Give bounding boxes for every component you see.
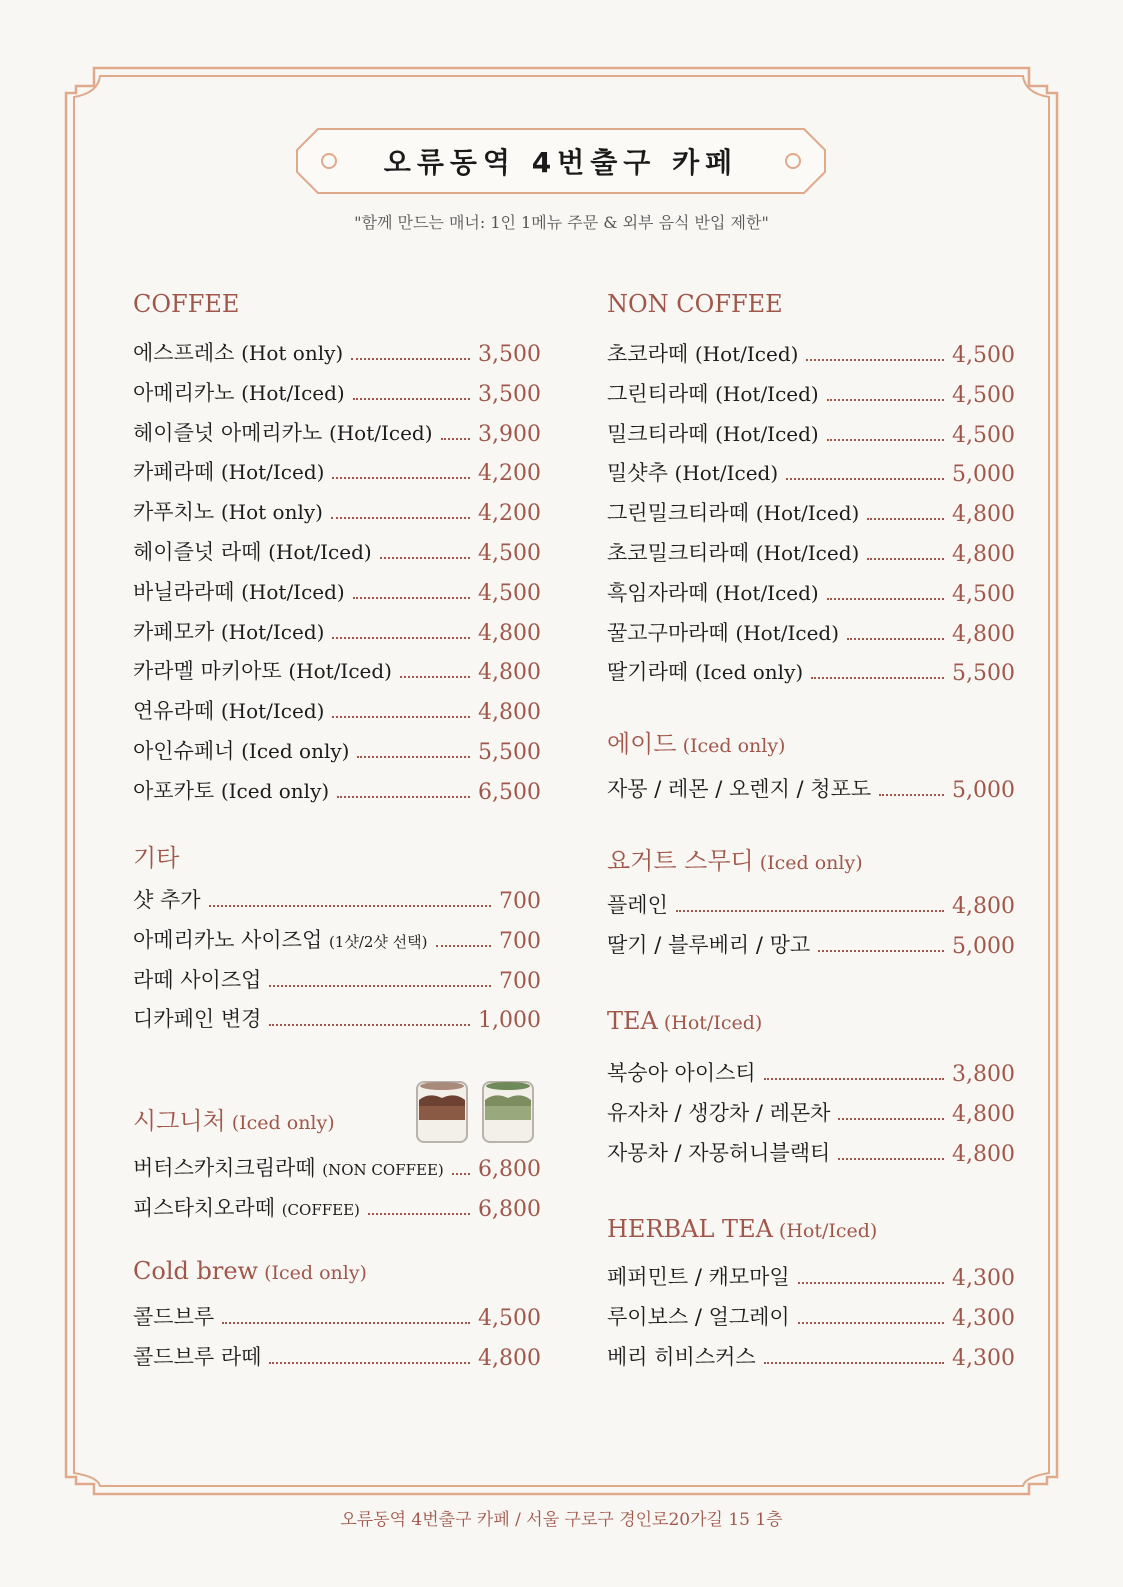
dot-leader — [351, 358, 470, 360]
item-option-text: (Hot/Iced) — [328, 420, 433, 445]
dot-leader — [798, 1282, 944, 1284]
dot-leader — [764, 1078, 944, 1080]
dot-leader — [827, 439, 944, 441]
menu-item — [133, 884, 541, 914]
menu-item-price: 4,200 — [478, 461, 541, 487]
item-name-text: 카라멜 마키아또 — [133, 659, 282, 684]
item-option-text: (Iced only) — [694, 660, 804, 685]
dot-leader — [269, 1362, 470, 1364]
item-name-text: 플레인 — [607, 893, 668, 917]
menu-item-price: 4,800 — [952, 1141, 1015, 1167]
section-title-etc: 기타 — [133, 844, 180, 872]
menu-item — [607, 537, 1015, 567]
menu-item-name — [133, 924, 428, 954]
section-title-yogurt: 요거트 스무디 (Iced only) — [607, 847, 863, 875]
menu-item-name — [133, 456, 324, 486]
title-plate — [296, 128, 826, 194]
menu-item-name — [133, 616, 324, 646]
item-option-text: (Hot/Iced) — [241, 380, 345, 405]
dot-leader — [332, 637, 470, 639]
dot-leader — [209, 905, 491, 907]
dot-leader — [827, 399, 944, 401]
item-option-text: (NON COFFEE) — [322, 1161, 444, 1179]
menu-item-name — [133, 1192, 360, 1222]
menu-item-name — [607, 656, 803, 686]
menu-item-price: 4,800 — [478, 620, 541, 646]
menu-item-name — [133, 964, 261, 994]
dot-leader — [222, 1322, 470, 1324]
dot-leader — [332, 477, 470, 479]
item-name-text: 루이보스 / 얼그레이 — [607, 1305, 790, 1329]
signature-drinks-illustration — [415, 1080, 545, 1150]
menu-item-price: 3,500 — [478, 381, 541, 407]
menu-item-price: 4,300 — [952, 1266, 1015, 1291]
menu-item — [607, 656, 1015, 686]
dot-leader — [400, 676, 470, 678]
dot-leader — [380, 557, 470, 559]
menu-item — [133, 377, 541, 407]
section-title-coffee: COFFEE — [133, 290, 240, 318]
dot-leader — [764, 1362, 944, 1364]
item-option-text: (1샷/2샷 선택) — [328, 932, 428, 951]
item-option-text: (Hot/Iced) — [755, 501, 860, 526]
menu-item — [133, 655, 541, 685]
dot-leader — [337, 796, 470, 798]
menu-item-name — [607, 1097, 830, 1127]
footer-address: 오류동역 4번출구 카페 / 서울 구로구 경인로20가길 15 1층 — [340, 1510, 783, 1530]
menu-item-price: 5,000 — [952, 778, 1015, 803]
menu-item-name — [607, 338, 798, 368]
item-name-text: 아메리카노 — [133, 380, 235, 405]
section-title-signature: 시그니처 (Iced only) — [133, 1107, 335, 1135]
menu-item — [607, 1341, 1015, 1371]
section-title-tea: TEA (Hot/Iced) — [607, 1007, 763, 1035]
item-name-text: 콜드브루 라떼 — [133, 1344, 262, 1369]
dot-leader — [452, 1173, 470, 1175]
menu-item — [133, 417, 541, 447]
dot-leader — [867, 558, 944, 560]
item-name-text: 베리 히비스커스 — [607, 1345, 756, 1369]
menu-item-name — [133, 655, 392, 685]
item-name-text: 버터스카치크림라떼 — [133, 1156, 316, 1180]
menu-item-name — [607, 617, 839, 647]
menu-item-price: 4,500 — [952, 581, 1015, 607]
dot-leader — [331, 517, 470, 519]
menu-item — [607, 497, 1015, 527]
menu-item — [133, 456, 541, 486]
menu-item — [607, 378, 1015, 408]
menu-item — [133, 695, 541, 725]
menu-item — [133, 964, 541, 994]
dot-leader — [441, 438, 470, 440]
menu-item-price: 4,500 — [478, 580, 541, 606]
dot-leader — [867, 518, 944, 520]
item-name-text: 디카페인 변경 — [133, 1007, 262, 1032]
dot-leader — [353, 597, 470, 599]
menu-item-price: 700 — [499, 928, 541, 954]
menu-item-price: 5,500 — [478, 740, 541, 765]
menu-item — [133, 337, 541, 367]
menu-item — [133, 924, 541, 954]
dot-leader — [436, 945, 491, 947]
item-option-text: (Hot/Iced) — [674, 461, 779, 486]
menu-item-name — [607, 1137, 830, 1167]
menu-item-name — [133, 1003, 261, 1033]
menu-item-name — [133, 775, 329, 805]
item-name-text: 카페라떼 — [133, 460, 215, 485]
item-option-text: (Hot/Iced) — [755, 541, 860, 565]
dot-leader — [806, 359, 944, 361]
menu-item — [607, 1057, 1015, 1087]
item-name-text: 자몽 / 레몬 / 오렌지 / 청포도 — [607, 777, 872, 801]
menu-item — [607, 929, 1015, 959]
menu-item-name — [607, 378, 819, 408]
item-name-text: 연유라떼 — [133, 699, 215, 724]
section-title-herbal: HERBAL TEA (Hot/Iced) — [607, 1215, 878, 1243]
item-name-text: 밀샷추 — [607, 461, 668, 486]
menu-item-name — [133, 1341, 261, 1371]
menu-item-price: 700 — [499, 889, 541, 914]
menu-item-name — [607, 889, 668, 919]
menu-subtitle: "함께 만드는 매너: 1인 1메뉴 주문 & 외부 음식 반입 제한" — [354, 213, 769, 232]
menu-item — [133, 1003, 541, 1033]
menu-item-price: 6,800 — [478, 1157, 541, 1182]
menu-item — [607, 1301, 1015, 1331]
item-name-text: 아포카토 — [133, 778, 215, 803]
menu-item-price: 4,800 — [952, 502, 1015, 528]
menu-item-price: 4,500 — [478, 541, 541, 566]
dot-leader — [676, 910, 944, 912]
item-name-text: 초코라떼 — [607, 342, 689, 366]
item-option-text: (Hot/Iced) — [220, 460, 325, 485]
pistachio-cup-icon — [483, 1082, 533, 1142]
item-name-text: 복숭아 아이스티 — [607, 1061, 756, 1085]
item-name-text: 샷 추가 — [133, 888, 201, 912]
dot-leader — [357, 756, 470, 758]
menu-item-price: 4,800 — [952, 894, 1015, 919]
item-name-text: 딸기라떼 — [607, 660, 689, 685]
menu-item-name — [607, 577, 819, 607]
item-option-text: (Hot/Iced) — [220, 699, 325, 724]
dot-leader — [269, 985, 491, 987]
menu-item — [133, 616, 541, 646]
item-option-text: (Hot/Iced) — [735, 620, 840, 645]
item-option-text: (Hot/Iced) — [268, 540, 372, 564]
item-option-text: (Hot only) — [220, 500, 323, 525]
item-name-text: 아메리카노 사이즈업 — [133, 927, 323, 952]
dot-leader — [353, 398, 470, 400]
menu-item-price: 5,000 — [952, 933, 1015, 959]
menu-item-price: 5,500 — [952, 661, 1015, 687]
menu-item-name — [133, 337, 343, 367]
menu-item — [133, 1341, 541, 1371]
menu-item-name — [133, 884, 201, 914]
dot-leader — [879, 794, 944, 796]
menu-item-name — [607, 1341, 756, 1371]
item-name-text: 딸기 / 블루베리 / 망고 — [607, 932, 811, 957]
menu-item-name — [133, 1301, 214, 1331]
menu-item-price: 4,500 — [952, 343, 1015, 368]
menu-item-price: 4,800 — [952, 621, 1015, 647]
item-option-text: (Hot/Iced) — [715, 580, 819, 605]
menu-item-name — [607, 418, 819, 448]
menu-item-price: 1,000 — [478, 1008, 541, 1034]
menu-item — [607, 577, 1015, 607]
menu-item — [607, 889, 1015, 919]
item-name-text: 밀크티라떼 — [607, 421, 709, 446]
menu-item-name — [133, 496, 323, 526]
menu-item — [133, 576, 541, 606]
item-option-text: (Hot/Iced) — [715, 421, 819, 446]
menu-item-name — [607, 1057, 756, 1087]
item-name-text: 에스프레소 — [133, 341, 235, 365]
item-name-text: 헤이즐넛 라떼 — [133, 540, 262, 564]
dot-leader — [838, 1158, 944, 1160]
menu-item — [133, 1152, 541, 1182]
item-name-text: 콜드브루 — [133, 1305, 215, 1329]
item-option-text: (Hot/Iced) — [288, 659, 392, 684]
menu-item-name — [607, 1301, 790, 1331]
menu-item — [133, 536, 541, 566]
item-option-text: (COFFEE) — [281, 1200, 360, 1219]
menu-item — [607, 1097, 1015, 1127]
dot-leader — [811, 677, 944, 679]
item-name-text: 바닐라라떼 — [133, 579, 235, 604]
item-option-text: (Iced only) — [241, 739, 350, 763]
item-option-text: (Hot/Iced) — [241, 579, 345, 604]
menu-item-name — [607, 773, 871, 803]
menu-item-price: 4,300 — [952, 1306, 1015, 1331]
menu-item — [133, 1301, 541, 1331]
item-name-text: 자몽차 / 자몽허니블랙티 — [607, 1140, 831, 1165]
item-name-text: 라떼 사이즈업 — [133, 967, 262, 992]
menu-item-price: 4,800 — [478, 1345, 541, 1371]
item-name-text: 헤이즐넛 아메리카노 — [133, 420, 323, 445]
dot-leader — [818, 950, 944, 952]
item-name-text: 꿀고구마라떼 — [607, 620, 729, 645]
menu-item-name — [133, 377, 345, 407]
item-name-text: 그린밀크티라떼 — [607, 501, 750, 526]
item-option-text: (Iced only) — [220, 778, 330, 803]
menu-item — [607, 773, 1015, 803]
menu-item-price: 3,900 — [478, 421, 541, 447]
menu-item-price: 3,800 — [952, 1062, 1015, 1087]
menu-item-price: 4,300 — [952, 1346, 1015, 1371]
menu-item — [133, 775, 541, 805]
dot-leader — [786, 478, 944, 480]
menu-item — [607, 418, 1015, 448]
menu-item — [133, 735, 541, 765]
item-name-text: 페퍼민트 / 캐모마일 — [607, 1265, 790, 1289]
menu-item-price: 4,500 — [478, 1306, 541, 1331]
menu-item-price: 3,500 — [478, 342, 541, 367]
item-name-text: 흑임자라떼 — [607, 580, 709, 605]
item-name-text: 아인슈페너 — [133, 739, 235, 763]
menu-item — [607, 457, 1015, 487]
menu-item-price: 6,500 — [478, 779, 541, 805]
dot-leader — [827, 598, 944, 600]
menu-item — [607, 1261, 1015, 1291]
menu-item-price: 4,800 — [478, 660, 541, 686]
menu-item — [133, 1192, 541, 1222]
menu-item-price: 700 — [499, 968, 541, 994]
menu-item-name — [607, 929, 810, 959]
menu-item-price: 4,800 — [952, 1101, 1015, 1127]
section-title-noncoffee: NON COFFEE — [607, 290, 783, 318]
item-option-text: (Hot/Iced) — [220, 619, 325, 644]
butterscotch-cup-icon — [417, 1082, 467, 1142]
menu-item-name — [133, 576, 345, 606]
menu-item-name — [133, 695, 324, 725]
menu-item-price: 6,800 — [478, 1196, 541, 1222]
dot-leader — [838, 1118, 944, 1120]
menu-item-name — [607, 1261, 790, 1291]
item-name-text: 카페모카 — [133, 619, 215, 644]
section-title-ade: 에이드 (Iced only) — [607, 730, 786, 758]
menu-item-price: 4,800 — [952, 542, 1015, 567]
item-option-text: (Hot/Iced) — [715, 381, 819, 406]
menu-item-name — [607, 537, 859, 567]
menu-item — [133, 496, 541, 526]
page-title: 오류동역 4번출구 카페 — [383, 146, 739, 179]
menu-item-name — [133, 735, 349, 765]
menu-item-name — [133, 536, 372, 566]
menu-item-price: 4,500 — [952, 422, 1015, 448]
item-option-text: (Hot/Iced) — [694, 342, 799, 366]
section-title-coldbrew: Cold brew (Iced only) — [133, 1257, 367, 1285]
menu-item — [607, 1137, 1015, 1167]
item-name-text: 카푸치노 — [133, 500, 215, 525]
item-name-text: 그린티라떼 — [607, 381, 709, 406]
menu-item — [607, 338, 1015, 368]
item-option-text: (Hot only) — [241, 341, 344, 365]
menu-item-price: 4,200 — [478, 501, 541, 527]
menu-item-price: 4,800 — [478, 700, 541, 726]
menu-item-price: 5,000 — [952, 462, 1015, 488]
dot-leader — [332, 716, 470, 718]
menu-item-name — [607, 457, 778, 487]
dot-leader — [847, 638, 944, 640]
menu-item-name — [133, 1152, 444, 1182]
menu-item-price: 4,500 — [952, 382, 1015, 408]
dot-leader — [368, 1213, 470, 1215]
menu-item-name — [607, 497, 859, 527]
menu-item-name — [133, 417, 433, 447]
item-name-text: 피스타치오라떼 — [133, 1195, 276, 1220]
dot-leader — [798, 1322, 944, 1324]
item-name-text: 초코밀크티라떼 — [607, 541, 750, 565]
menu-item — [607, 617, 1015, 647]
dot-leader — [269, 1024, 470, 1026]
item-name-text: 유자차 / 생강차 / 레몬차 — [607, 1100, 831, 1125]
